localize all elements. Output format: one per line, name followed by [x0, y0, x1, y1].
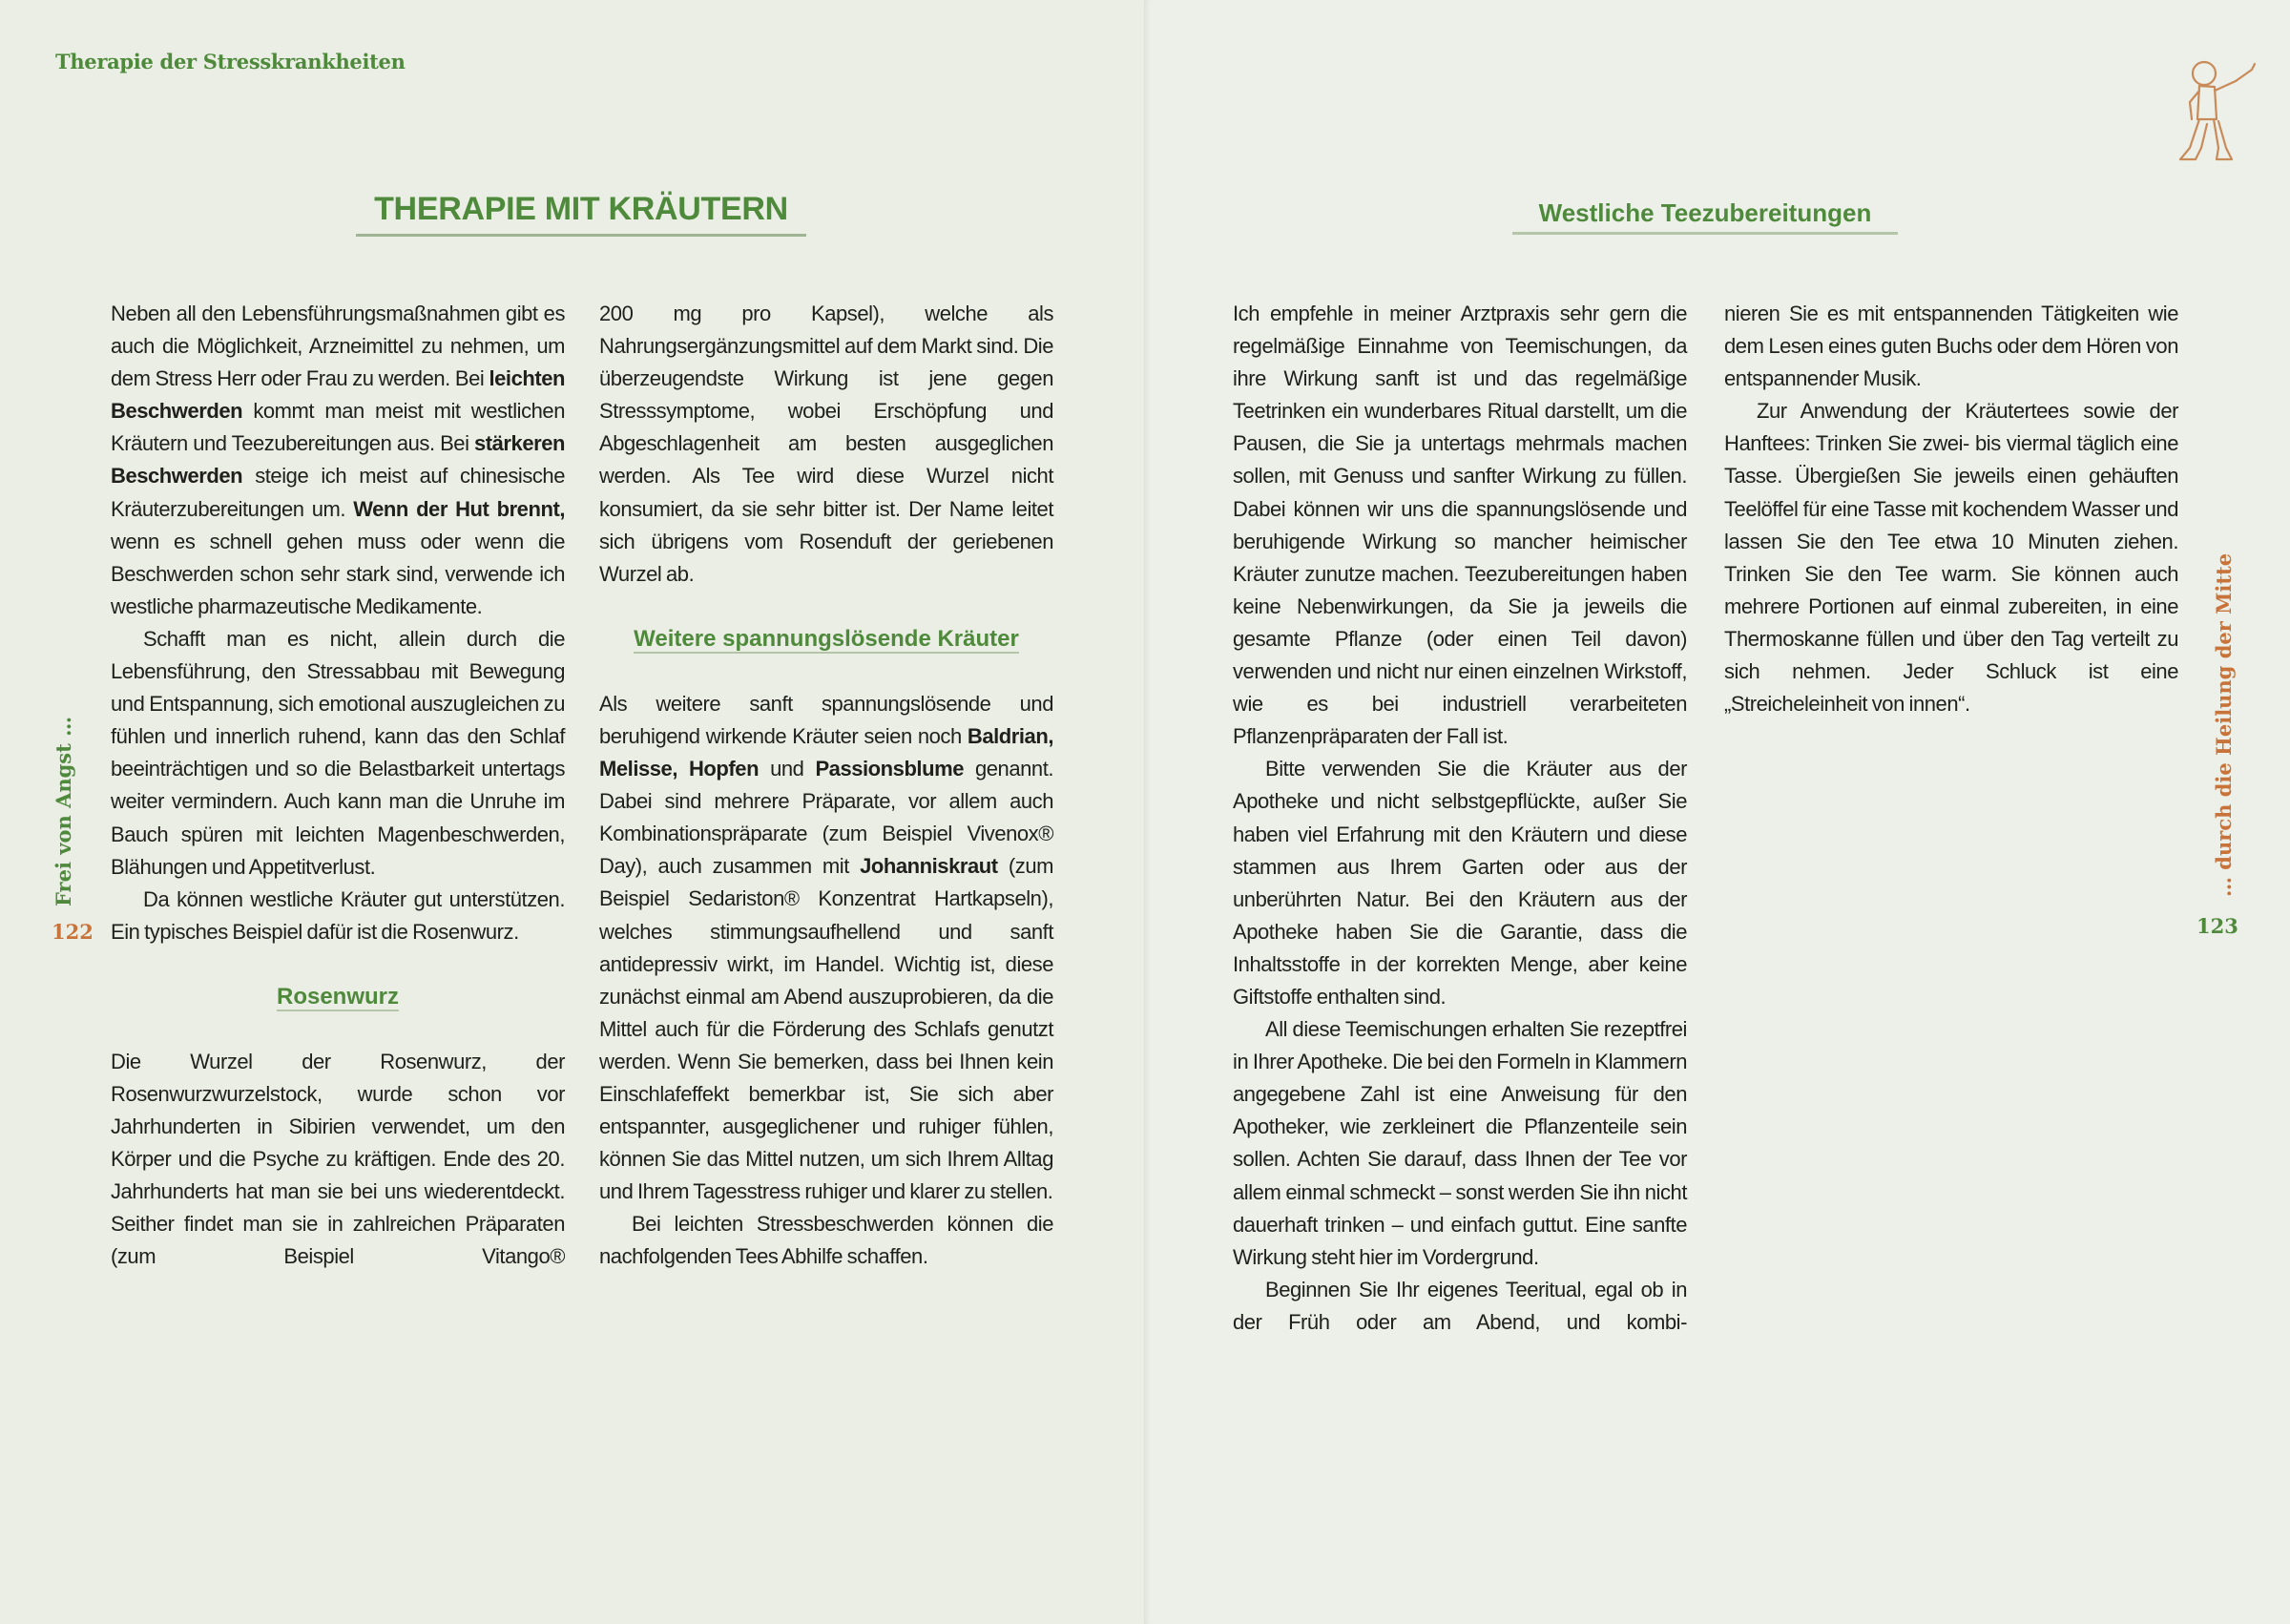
body-paragraph: [1233, 753, 1687, 1013]
text-column-1: [111, 298, 565, 1274]
text-run: Bitte verwenden Sie die Kräuter aus der Apotheke und nicht selbstgepflückte, außer Sie haben viel Erfahrung mit den Kräutern und diese stammen aus Ihrem Garten oder aus der unberührten Natur. Bei den Kräutern aus der Apotheke haben Sie die Garantie, dass die Inhaltsstoffe in der korrekten Menge, aber keine Giftstoffe enthalten sind.: [1233, 757, 1687, 1009]
section-heading: [111, 981, 565, 1013]
text-run: nieren Sie es mit entspannenden Tätigkeiten wie dem Lesen eines guten Buchs oder dem Hören von entspannender Musik.: [1724, 302, 2178, 391]
text-run: Beginnen Sie Ihr eigenes Teeritual, egal ob in der Früh oder am Abend, und kombi-: [1233, 1277, 1687, 1334]
text-run: kommt man meist mit westlichen Kräutern und Teezubereitungen aus. Bei: [111, 399, 565, 456]
text-run: (zum Beispiel Sedariston® Konzentrat Hartkapseln), welches stimmungsaufhellend und sanft antidepressiv wirkt, im Handel. Wichtig ist, diese zunächst einmal am Abend auszuprobieren, da die Mittel auch für die Förderung des Schlafs genutzt werden. Wenn Sie bemerken, dass bei Ihnen kein Einschlafeffekt bemerkbar ist, Sie sich aber entspannter, ausgeglichener und ruhiger fühlen, können Sie das Mittel nutzen, um sich Ihrem Alltag und Ihrem Tagesstress ruhiger und klarer zu stellen.: [599, 854, 1053, 1204]
text-run: All diese Teemischungen erhalten Sie rezeptfrei in Ihrer Apotheke. Die bei den Formeln in Klammern angegebene Zahl ist eine Anweisung für den Apotheker, wie zerkleinert die Pflanzenteile sein sollen. Achten Sie darauf, dass Ihnen der Tee vor allem einmal schmeckt – sonst werden Sie ihn nicht dauerhaft trinken – und einfach guttut. Eine sanfte Wirkung steht hier im Vordergrund.: [1233, 1017, 1687, 1269]
body-paragraph: [1233, 1013, 1687, 1274]
body-paragraph: [599, 298, 1053, 591]
body-paragraph: [1233, 298, 1687, 753]
text-run: Die Wurzel der Rosenwurz, der Rosenwurzwurzelstock, wurde schon vor Jahrhunderten in Sibirien verwendet, um den Körper und die Psyche zu kräftigen. Ende des 20. Jahrhunderts hat man sie bei uns wiederentdeckt. Seither findet man sie in zahlreichen Präparaten (zum Beispiel Vitango®: [111, 1049, 565, 1269]
text-run: Neben all den Lebensführungsmaßnahmen gibt es auch die Möglichkeit, Arzneimittel zu nehmen, um dem Stress Herr oder Frau zu werden. Bei: [111, 302, 565, 391]
section-heading-text: Weitere spannungslösende Kräuter: [634, 625, 1019, 652]
chapter-title: THERAPIE MIT KRÄUTERN: [356, 191, 806, 237]
body-paragraph: [599, 1208, 1053, 1273]
body-paragraph: [111, 298, 565, 623]
body-paragraph: [111, 884, 565, 948]
body-paragraph: [599, 688, 1053, 1209]
bold-text: leichten Beschwerden: [111, 366, 565, 424]
text-run: wenn es schnell gehen muss oder wenn die Beschwerden schon sehr stark sind, verwende ich westliche pharmazeutische Medikamente.: [111, 529, 565, 618]
text-run: Als weitere sanft spannungslösende und beruhigend wirkende Kräuter seien noch: [599, 691, 1053, 748]
body-paragraph: [111, 623, 565, 884]
page-number-left: 122: [52, 920, 94, 944]
bold-text: Baldrian, Melisse, Hopfen: [599, 723, 1053, 781]
text-column-2: [599, 298, 1053, 1274]
body-paragraph: [1724, 395, 2178, 720]
body-paragraph: [111, 1046, 565, 1274]
side-label-right: … durch die Heilung der Mitte: [2212, 552, 2236, 897]
body-paragraph: [1233, 1274, 1687, 1339]
bold-text: Wenn der Hut brennt,: [353, 496, 565, 521]
text-run: Ich empfehle in meiner Arztpraxis sehr gern die regelmäßige Einnahme von Teemischungen, da ihre Wirkung sanft ist und das regelmäßige Teetrinken ein wunderbares Ritual darstellt, um die Pausen, die Sie ja untertags mehrmals machen sollen, mit Genuss und sanfter Wirkung zu füllen. Dabei können wir uns die spannungslösende und beruhigende Wirkung so mancher heimischer Kräuter zunutze machen. Teezubereitungen haben keine Nebenwirkungen, da Sie ja jeweils die gesamte Pflanze (oder einen Teil davon) verwenden und nicht nur einen einzelnen Wirkstoff, wie es bei industriell verarbeiteten Pflanzenpräparaten der Fall ist.: [1233, 302, 1687, 749]
bold-text: stärkeren Beschwerden: [111, 431, 565, 489]
text-run: Bei leichten Stressbeschwerden können die nachfolgenden Tees Abhilfe schaffen.: [599, 1212, 1053, 1269]
text-run: genannt. Dabei sind mehrere Präparate, vor allem auch Kombinationspräparate (zum Beispiel Vivenox® Day), auch zusammen mit: [599, 757, 1054, 879]
section-heading-westliche-teezubereitungen: Westliche Teezubereitungen: [1512, 198, 1898, 235]
body-paragraph: [1724, 298, 2178, 395]
running-head: Therapie der Stresskrankheiten: [55, 50, 406, 73]
page-number-right: 123: [2196, 914, 2238, 938]
text-run: Da können westliche Kräuter gut unterstützen. Ein typisches Beispiel dafür ist die Rosenwurz.: [111, 886, 565, 944]
text-column-4: [1724, 298, 2178, 720]
text-column-3: [1233, 298, 1687, 1339]
text-run: steige ich meist auf chinesische Kräuterzubereitungen um.: [111, 464, 565, 521]
section-heading-text: Rosenwurz: [276, 983, 399, 1010]
bold-text: Passionsblume: [815, 757, 964, 781]
section-heading: [599, 623, 1053, 656]
text-run: Zur Anwendung der Kräutertees sowie der Hanftees: Trinken Sie zwei- bis viermal täglich eine Tasse. Übergießen Sie jeweils einen gehäuften Teelöffel für eine Tasse mit kochendem Wasser und lassen Sie den Tee etwa 10 Minuten ziehen. Trinken Sie den Tee warm. Sie können auch mehrere Portionen auf einmal zubereiten, in eine Thermoskanne füllen und über den Tag verteilt zu sich nehmen. Jeder Schluck ist eine „Streicheleinheit von innen“.: [1724, 399, 2178, 717]
text-run: 200 mg pro Kapsel), welche als Nahrungsergänzungsmittel auf dem Markt sind. Die überzeugendste Wirkung ist jene gegen Stresssymptome, wobei Erschöpfung und Abgeschlagenheit am besten ausgeglichen werden. Als Tee wird diese Wurzel nicht konsumiert, da sie sehr bitter ist. Der Name leitet sich übrigens vom Rosenduft der geriebenen Wurzel ab.: [599, 302, 1053, 586]
stick-figure-illustration-icon: [2161, 52, 2271, 177]
side-label-left: Frei von Angst …: [52, 716, 75, 906]
bold-text: Johanniskraut: [860, 854, 998, 879]
text-run: und: [759, 757, 816, 781]
text-run: Schafft man es nicht, allein durch die Lebensführung, den Stressabbau mit Bewegung und Entspannung, sich emotional auszugleichen zu fühlen und innerlich ruhend, kann das den Schlaf beeinträchtigen und so die Belastbarkeit untertags weiter vermindern. Auch kann man die Unruhe im Bauch spüren mit leichten Magenbeschwerden, Blähungen und Appetitverlust.: [111, 626, 565, 879]
